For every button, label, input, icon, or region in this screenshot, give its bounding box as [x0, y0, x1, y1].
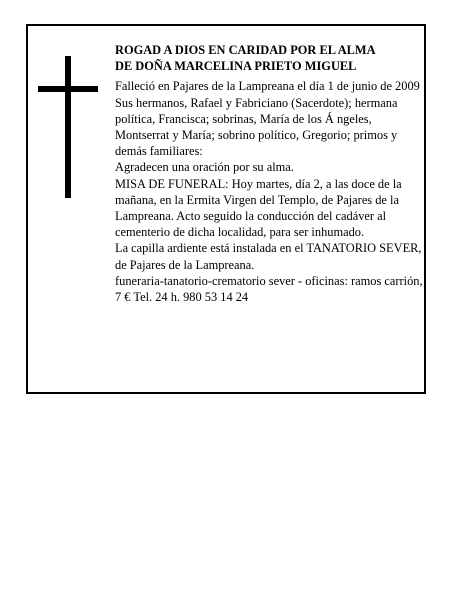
cross-horizontal-bar: [38, 86, 98, 92]
cross-icon: [38, 56, 98, 198]
family-mourners: Sus hermanos, Rafael y Fabriciano (Sacerdote); hermana política, Francisca; sobrinas, María de los Á ngeles, Montserrat y María; sobrino político, Gregorio; primos y demás familiares:: [115, 95, 398, 159]
prayer-request: Agradecen una oración por su alma.: [115, 160, 294, 175]
funeral-home-contact: funeraria-tanatorio-crematorio sever - oficinas: ramos carrión, 7 € Tel. 24 h. 980 53 14 24: [115, 273, 423, 305]
chapel-location: La capilla ardiente está instalada en el TANATORIO SEVER, de Pajares de la Lampreana.: [115, 241, 422, 272]
notice-headline: [115, 42, 423, 74]
death-announcement: Falleció en Pajares de la Lampreana el día 1 de junio de 2009: [115, 79, 420, 94]
headline-line-1: ROGAD A DIOS EN CARIDAD POR EL ALMA: [115, 43, 376, 57]
funeral-mass-details: MISA DE FUNERAL: Hoy martes, día 2, a las doce de la mañana, en la Ermita Virgen del Templo, de Pajares de la Lampreana. Acto seguido la conducción del cadáver al cementerio de dicha localidad, para ser inhumado.: [115, 176, 402, 240]
notice-text: [115, 42, 423, 305]
headline-line-2: DE DOÑA MARCELINA PRIETO MIGUEL: [115, 59, 357, 74]
cross-vertical-bar: [65, 56, 71, 198]
obituary-notice: [26, 24, 426, 394]
